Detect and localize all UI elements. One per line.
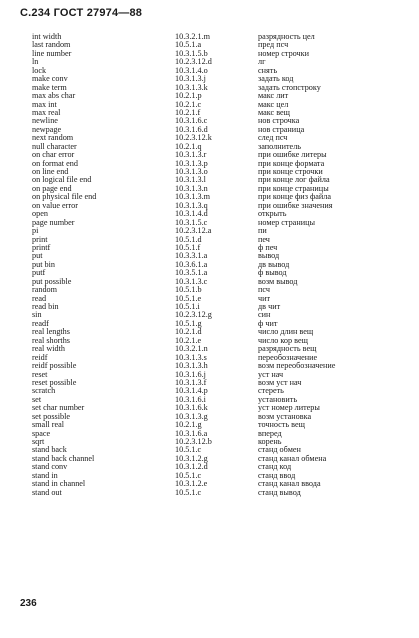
russian-equivalent: псч bbox=[258, 285, 270, 295]
term-text: real lengths bbox=[32, 327, 70, 337]
index-row bbox=[32, 202, 417, 210]
russian-equivalent: точность вещ bbox=[258, 420, 305, 430]
term-text: newpage bbox=[32, 124, 62, 134]
reference-number: 10.5.1.d bbox=[175, 234, 202, 244]
index-row bbox=[32, 354, 417, 362]
index-row bbox=[32, 455, 417, 463]
reference-number: 10.3.1.3.q bbox=[175, 200, 208, 210]
reference-number: 10.2.3.12.d bbox=[175, 57, 212, 67]
term-text: page number bbox=[32, 217, 75, 227]
index-row bbox=[32, 134, 417, 142]
reference-number: 10.3.1.2.g bbox=[175, 453, 208, 463]
russian-equivalent: стереть bbox=[258, 386, 284, 396]
index-row bbox=[32, 101, 417, 109]
term-text: reidf possible bbox=[32, 361, 77, 371]
page-header: С.234 ГОСТ 27974—88 bbox=[20, 7, 143, 19]
index-row bbox=[32, 151, 417, 159]
term-text: lock bbox=[32, 65, 47, 75]
reference-number: 10.3.1.6.k bbox=[175, 403, 208, 413]
russian-equivalent: макс вещ bbox=[258, 107, 290, 117]
term-text: newline bbox=[32, 116, 58, 126]
term-text: reidf bbox=[32, 352, 48, 362]
term-text: stand in channel bbox=[32, 479, 86, 489]
index-row bbox=[32, 404, 417, 412]
term-text: reset possible bbox=[32, 377, 77, 387]
term-text: stand back bbox=[32, 445, 67, 455]
index-row bbox=[32, 295, 417, 303]
term-text: max real bbox=[32, 107, 61, 117]
reference-number: 10.2.1.p bbox=[175, 91, 202, 101]
russian-equivalent: при ошибке литеры bbox=[258, 150, 327, 160]
reference-number: 10.3.1.3.h bbox=[175, 361, 208, 371]
russian-equivalent: при ошибке значения bbox=[258, 200, 333, 210]
term-text: sqrt bbox=[32, 437, 45, 446]
term-text: read bin bbox=[32, 302, 59, 311]
russian-equivalent: нов строчка bbox=[258, 116, 300, 126]
reference-number: 10.3.1.2.d bbox=[175, 462, 208, 472]
term-text: max abs char bbox=[32, 91, 76, 101]
term-text: set bbox=[32, 394, 42, 404]
term-text: read bbox=[32, 293, 47, 303]
reference-number: 10.3.2.1.n bbox=[175, 344, 208, 354]
term-text: open bbox=[32, 209, 48, 219]
term-text: small real bbox=[32, 420, 65, 430]
index-row bbox=[32, 50, 417, 58]
term-text: put bin bbox=[32, 259, 55, 269]
reference-number: 10.2.3.12.g bbox=[175, 310, 212, 320]
reference-number: 10.3.5.1.a bbox=[175, 268, 208, 278]
reference-number: 10.3.1.4.o bbox=[175, 65, 208, 75]
index-row bbox=[32, 236, 417, 244]
index-row bbox=[32, 438, 417, 446]
russian-equivalent: станд ввод bbox=[258, 470, 296, 480]
russian-equivalent: число кор вещ bbox=[258, 335, 308, 345]
reference-number: 10.3.1.3.g bbox=[175, 411, 208, 421]
russian-equivalent: след псч bbox=[258, 133, 288, 143]
russian-equivalent: макс лит bbox=[258, 91, 289, 101]
russian-equivalent: вывод bbox=[258, 251, 280, 261]
term-text: put bbox=[32, 251, 43, 261]
index-row bbox=[32, 387, 417, 395]
index-row bbox=[32, 362, 417, 370]
russian-equivalent: станд канал обмена bbox=[258, 453, 327, 463]
index-row bbox=[32, 109, 417, 117]
reference-number: 10.3.1.5.b bbox=[175, 48, 208, 58]
reference-number: 10.3.1.3.l bbox=[175, 175, 206, 185]
reference-number: 10.3.1.3.s bbox=[175, 352, 207, 362]
term-text: printf bbox=[32, 242, 51, 252]
term-text: null character bbox=[32, 141, 77, 151]
russian-equivalent: син bbox=[258, 310, 271, 320]
index-row bbox=[32, 143, 417, 151]
term-text: stand conv bbox=[32, 462, 68, 472]
index-row bbox=[32, 269, 417, 277]
russian-equivalent: корень bbox=[258, 437, 282, 446]
index-row bbox=[32, 252, 417, 260]
index-row bbox=[32, 160, 417, 168]
russian-equivalent: переобозначение bbox=[258, 352, 318, 362]
reference-number: 10.3.1.3.c bbox=[175, 276, 208, 286]
term-text: put possible bbox=[32, 276, 72, 286]
index-row bbox=[32, 261, 417, 269]
index-row bbox=[32, 345, 417, 353]
russian-equivalent: установить bbox=[258, 394, 298, 404]
russian-equivalent: станд обмен bbox=[258, 445, 301, 455]
index-row bbox=[32, 480, 417, 488]
term-text: stand out bbox=[32, 487, 62, 497]
russian-equivalent: открыть bbox=[258, 209, 287, 219]
index-row bbox=[32, 92, 417, 100]
index-row bbox=[32, 227, 417, 235]
reference-number: 10.3.1.3.m bbox=[175, 192, 211, 202]
index-row bbox=[32, 371, 417, 379]
russian-equivalent: уст номер литеры bbox=[258, 403, 320, 413]
term-text: on char error bbox=[32, 150, 75, 160]
russian-equivalent: заполнитель bbox=[258, 141, 302, 151]
reference-number: 10.2.1.d bbox=[175, 327, 202, 337]
russian-equivalent: станд вывод bbox=[258, 487, 301, 497]
term-text: set char number bbox=[32, 403, 85, 413]
index-row bbox=[32, 421, 417, 429]
russian-equivalent: макс цел bbox=[258, 99, 289, 109]
index-row bbox=[32, 219, 417, 227]
russian-equivalent: ф чит bbox=[258, 318, 278, 328]
term-text: pi bbox=[32, 226, 39, 236]
reference-number: 10.3.1.6.a bbox=[175, 428, 208, 438]
russian-equivalent: ф вывод bbox=[258, 268, 287, 278]
index-row bbox=[32, 472, 417, 480]
index-row bbox=[32, 413, 417, 421]
index-row bbox=[32, 463, 417, 471]
term-text: int width bbox=[32, 32, 62, 41]
index-row bbox=[32, 278, 417, 286]
reference-number: 10.5.1.c bbox=[175, 445, 202, 455]
reference-number: 10.3.1.4.p bbox=[175, 386, 208, 396]
index-row bbox=[32, 379, 417, 387]
russian-equivalent: номер строчки bbox=[258, 48, 310, 58]
reference-number: 10.3.1.5.c bbox=[175, 217, 208, 227]
russian-equivalent: снять bbox=[258, 65, 278, 75]
index-row bbox=[32, 58, 417, 66]
term-text: stand back channel bbox=[32, 453, 95, 463]
index-row bbox=[32, 320, 417, 328]
index-row bbox=[32, 193, 417, 201]
reference-number: 10.3.2.1.m bbox=[175, 32, 211, 41]
index-row bbox=[32, 303, 417, 311]
reference-number: 10.5.1.c bbox=[175, 470, 202, 480]
reference-number: 10.3.1.2.e bbox=[175, 479, 208, 489]
term-text: scratch bbox=[32, 386, 56, 396]
russian-equivalent: возм уст нач bbox=[258, 377, 302, 387]
reference-number: 10.2.3.12.b bbox=[175, 437, 212, 446]
russian-equivalent: вперед bbox=[258, 428, 282, 438]
term-text: last random bbox=[32, 40, 71, 50]
index-row bbox=[32, 210, 417, 218]
reference-number: 10.3.1.3.j bbox=[175, 74, 206, 84]
reference-number: 10.3.1.3.n bbox=[175, 183, 208, 193]
reference-number: 10.3.1.6.d bbox=[175, 124, 208, 134]
index-row bbox=[32, 337, 417, 345]
index-row bbox=[32, 41, 417, 49]
russian-equivalent: возм переобозначение bbox=[258, 361, 336, 371]
reference-number: 10.3.1.3.o bbox=[175, 167, 208, 176]
term-text: make term bbox=[32, 82, 67, 92]
reference-number: 10.2.3.12.a bbox=[175, 226, 212, 236]
reference-number: 10.2.1.f bbox=[175, 107, 201, 117]
term-text: on value error bbox=[32, 200, 78, 210]
russian-equivalent: возм вывод bbox=[258, 276, 298, 286]
russian-equivalent: уст нач bbox=[258, 369, 284, 379]
russian-equivalent: возм установка bbox=[258, 411, 312, 421]
reference-number: 10.3.1.3.f bbox=[175, 377, 207, 387]
russian-equivalent: печ bbox=[258, 234, 270, 244]
russian-equivalent: дв вывод bbox=[258, 259, 290, 269]
term-text: sin bbox=[32, 310, 42, 320]
term-text: ln bbox=[32, 57, 39, 67]
reference-number: 10.3.1.6.i bbox=[175, 394, 206, 404]
page-number: 236 bbox=[20, 598, 37, 609]
index-row bbox=[32, 84, 417, 92]
reference-number: 10.2.3.12.k bbox=[175, 133, 212, 143]
russian-equivalent: пред псч bbox=[258, 40, 289, 50]
index-table bbox=[32, 33, 417, 497]
reference-number: 10.3.1.3.k bbox=[175, 82, 208, 92]
russian-equivalent: станд код bbox=[258, 462, 292, 472]
index-row bbox=[32, 117, 417, 125]
index-row bbox=[32, 176, 417, 184]
russian-equivalent: разрядность цел bbox=[258, 32, 315, 41]
russian-equivalent: число длин вещ bbox=[258, 327, 314, 337]
term-text: make conv bbox=[32, 74, 68, 84]
term-text: on line end bbox=[32, 167, 69, 176]
index-row bbox=[32, 489, 417, 497]
term-text: on logical file end bbox=[32, 175, 92, 185]
russian-equivalent: при конце строчки bbox=[258, 167, 323, 176]
russian-equivalent: при конце формата bbox=[258, 158, 325, 168]
reference-number: 10.3.1.6.j bbox=[175, 369, 206, 379]
term-text: random bbox=[32, 285, 58, 295]
russian-equivalent: задать код bbox=[258, 74, 294, 84]
term-text: line number bbox=[32, 48, 72, 58]
index-row bbox=[32, 244, 417, 252]
russian-equivalent: станд канал ввода bbox=[258, 479, 321, 489]
index-row bbox=[32, 430, 417, 438]
index-row bbox=[32, 311, 417, 319]
term-text: stand in bbox=[32, 470, 58, 480]
russian-equivalent: при конце лог файла bbox=[258, 175, 330, 185]
russian-equivalent: дв чит bbox=[258, 302, 281, 311]
russian-equivalent: при конце физ файла bbox=[258, 192, 332, 202]
reference-number: 10.5.1.i bbox=[175, 302, 200, 311]
reference-number: 10.3.1.3.p bbox=[175, 158, 208, 168]
term-text: next random bbox=[32, 133, 74, 143]
term-text: space bbox=[32, 428, 51, 438]
reference-number: 10.3.1.6.c bbox=[175, 116, 208, 126]
russian-equivalent: нов страница bbox=[258, 124, 305, 134]
index-row bbox=[32, 328, 417, 336]
reference-number: 10.5.1.a bbox=[175, 40, 202, 50]
russian-equivalent: номер страницы bbox=[258, 217, 315, 227]
reference-number: 10.2.1.e bbox=[175, 335, 202, 345]
term-text: set possible bbox=[32, 411, 70, 421]
reference-number: 10.2.1.g bbox=[175, 420, 202, 430]
reference-number: 10.3.1.4.d bbox=[175, 209, 208, 219]
term-text: reset bbox=[32, 369, 48, 379]
index-row bbox=[32, 67, 417, 75]
term-text: readf bbox=[32, 318, 49, 328]
reference-number: 10.5.1.c bbox=[175, 487, 202, 497]
term-text: on page end bbox=[32, 183, 72, 193]
russian-equivalent: чит bbox=[258, 293, 271, 303]
index-row bbox=[32, 75, 417, 83]
term-text: putf bbox=[32, 268, 46, 278]
russian-equivalent: задать стопстроку bbox=[258, 82, 321, 92]
index-row bbox=[32, 126, 417, 134]
reference-number: 10.2.1.c bbox=[175, 99, 202, 109]
term-text: on format end bbox=[32, 158, 78, 168]
index-row bbox=[32, 33, 417, 41]
reference-number: 10.5.1.g bbox=[175, 318, 202, 328]
index-row bbox=[32, 396, 417, 404]
index-row bbox=[32, 286, 417, 294]
reference-number: 10.3.6.1.a bbox=[175, 259, 208, 269]
reference-number: 10.5.1.f bbox=[175, 242, 201, 252]
russian-equivalent: ф печ bbox=[258, 242, 278, 252]
term-text: real width bbox=[32, 344, 65, 354]
russian-equivalent: при конце страницы bbox=[258, 183, 329, 193]
russian-equivalent: пи bbox=[258, 226, 267, 236]
reference-number: 10.2.1.q bbox=[175, 141, 202, 151]
term-text: on physical file end bbox=[32, 192, 97, 202]
russian-equivalent: лг bbox=[258, 57, 266, 67]
reference-number: 10.5.1.e bbox=[175, 293, 202, 303]
term-text: print bbox=[32, 234, 48, 244]
term-text: max int bbox=[32, 99, 57, 109]
reference-number: 10.3.3.1.a bbox=[175, 251, 208, 261]
reference-number: 10.5.1.b bbox=[175, 285, 202, 295]
reference-number: 10.3.1.3.r bbox=[175, 150, 207, 160]
russian-equivalent: разрядность вещ bbox=[258, 344, 317, 354]
term-text: real shorths bbox=[32, 335, 70, 345]
